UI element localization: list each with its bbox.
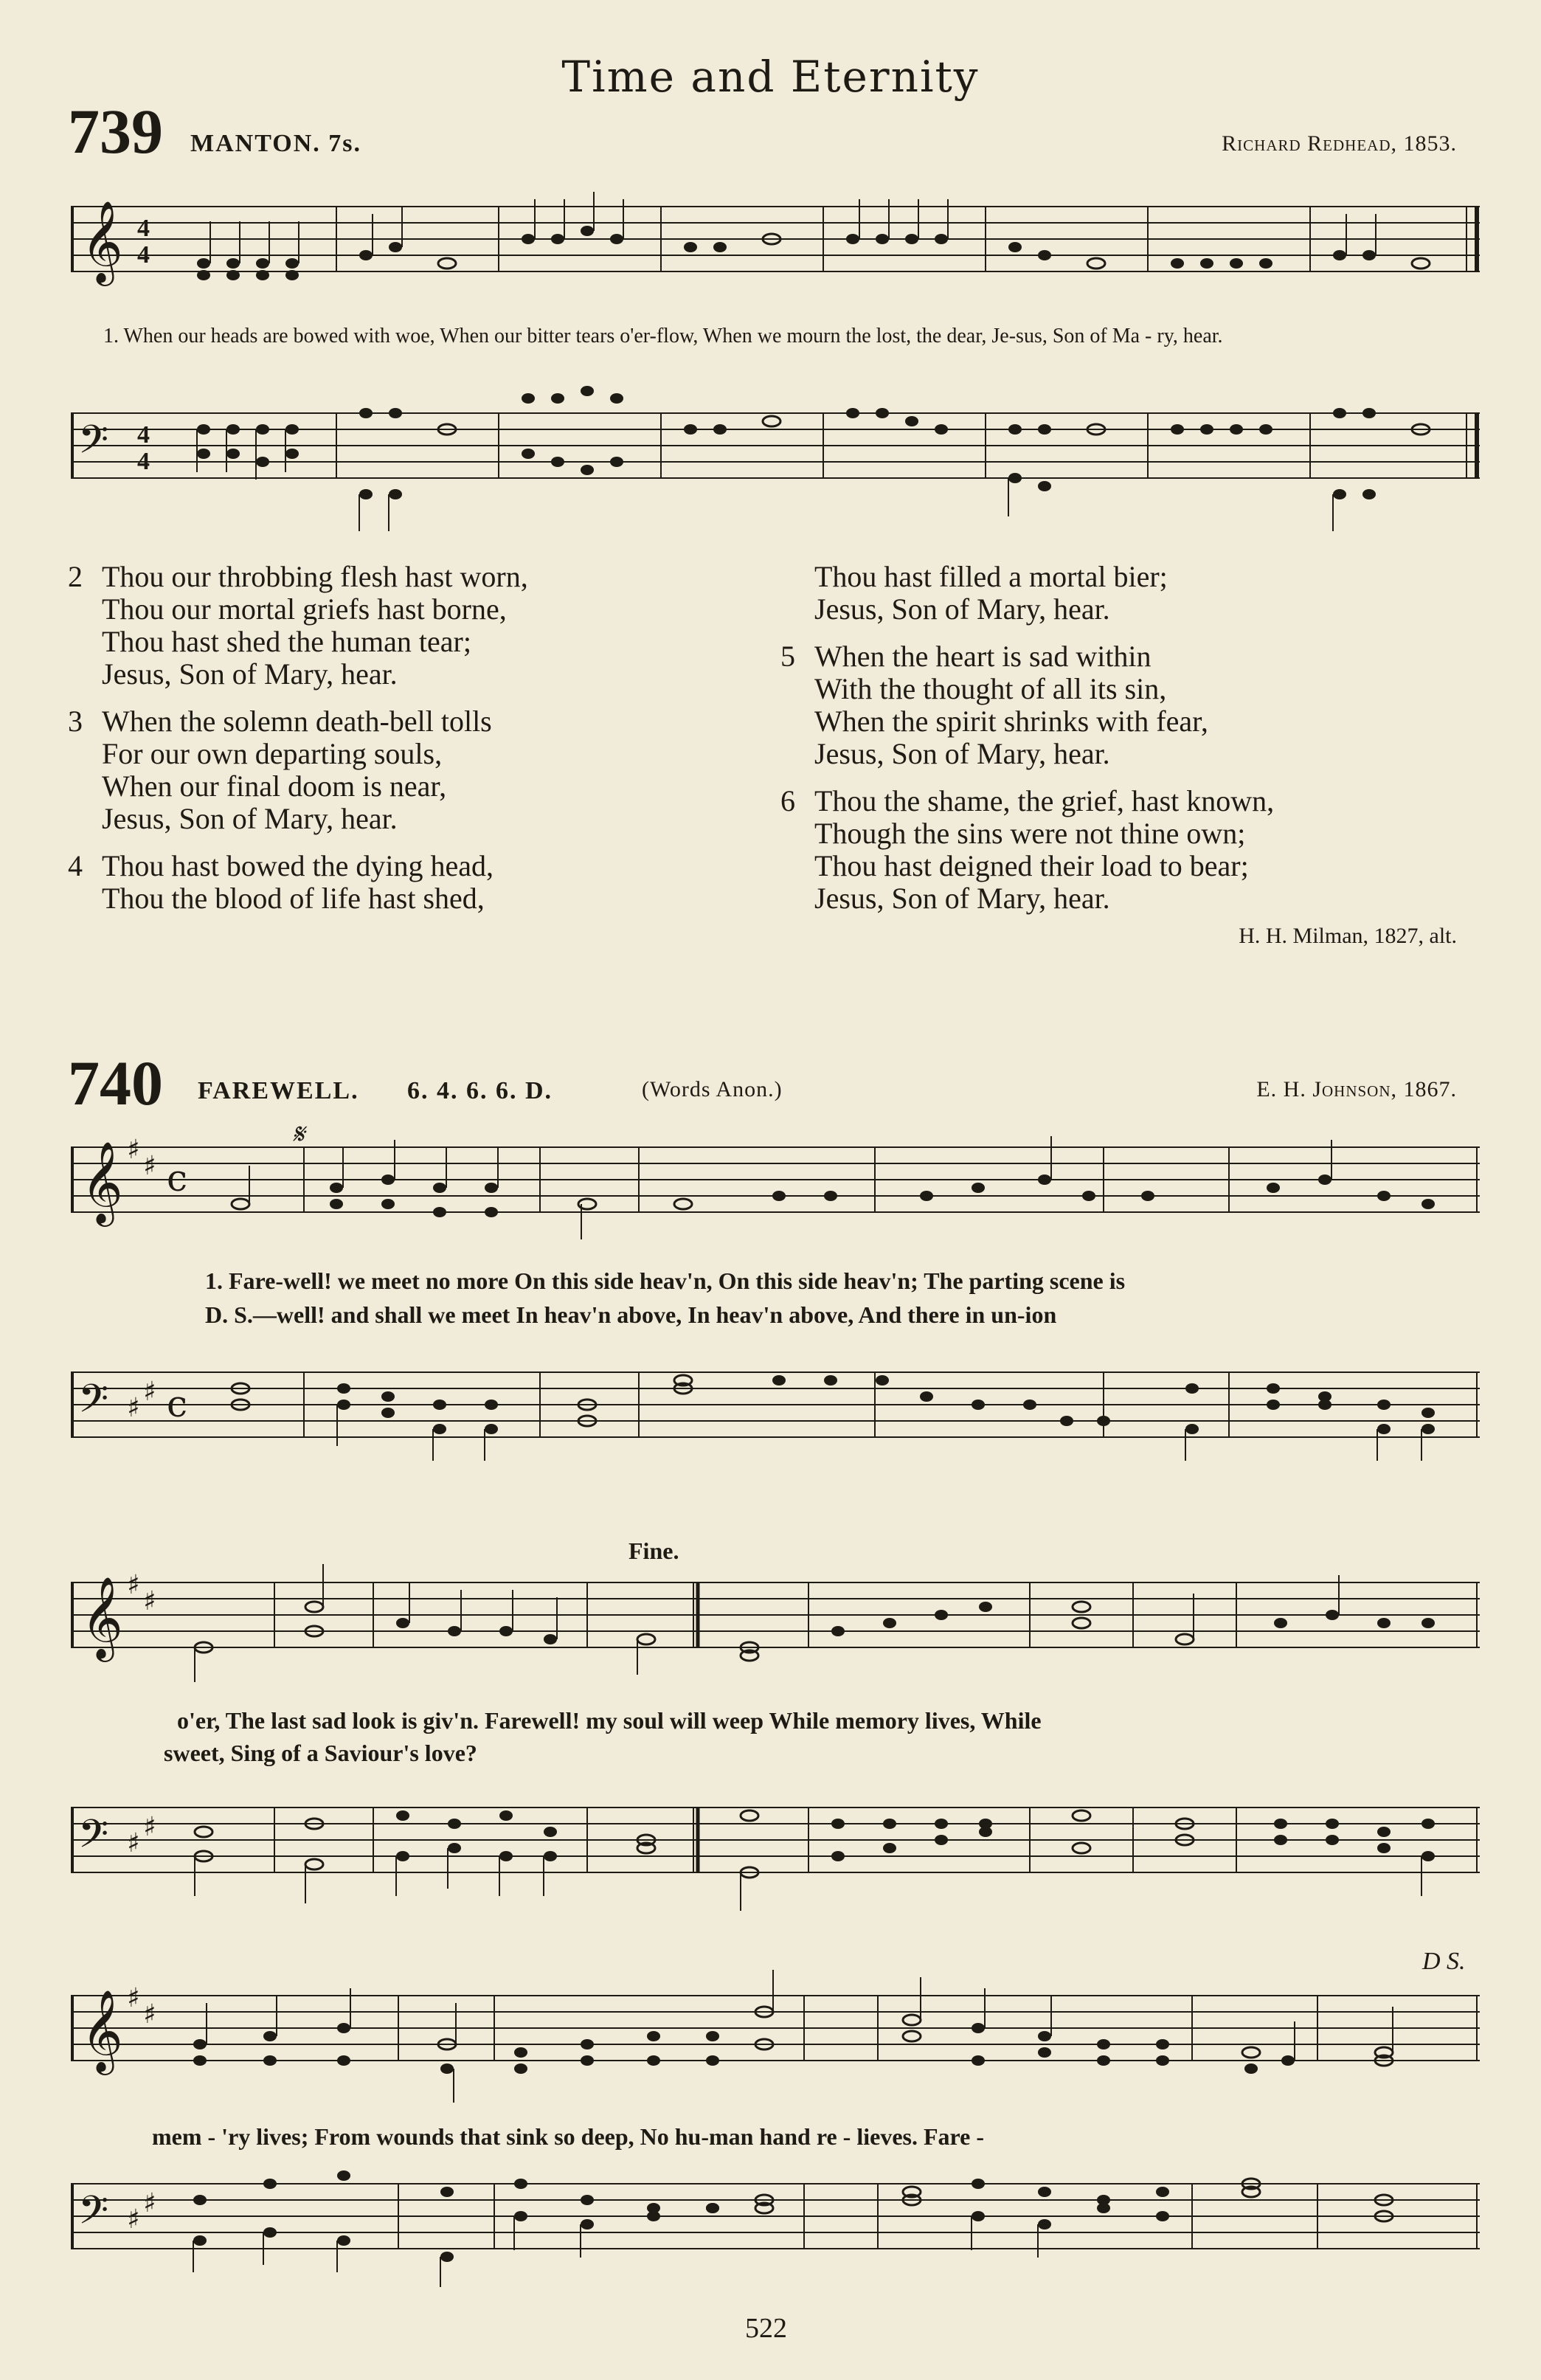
- svg-text:𝄞: 𝄞: [81, 1576, 123, 1658]
- verse-line: Thou hast deigned their load to bear;: [814, 849, 1249, 882]
- stanza-number: 2: [68, 560, 83, 593]
- stanza-2: [68, 561, 528, 691]
- svg-text:♯: ♯: [143, 1377, 156, 1407]
- stanza-number: 3: [68, 705, 83, 738]
- verse-line: Thou our throbbing flesh hast worn,: [102, 560, 528, 593]
- treble-staff-740-sys1: [71, 1114, 1487, 1247]
- svg-text:c: c: [167, 1157, 188, 1200]
- hymn-number-740: 740: [68, 1048, 163, 1118]
- svg-text:♯: ♯: [143, 2188, 156, 2218]
- treble-staff-740-sys2: [71, 1549, 1487, 1682]
- verse-line: Thou the shame, the grief, hast known,: [814, 784, 1275, 817]
- svg-text:4: 4: [137, 215, 150, 242]
- verse-line: With the thought of all its sin,: [814, 672, 1167, 705]
- lyric-740-sys2-line2: sweet, Sing of a Saviour's love?: [164, 1740, 477, 1766]
- composer-739: Richard Redhead, 1853.: [1222, 131, 1457, 156]
- words-attribution-740: (Words Anon.): [642, 1077, 783, 1101]
- svg-text:4: 4: [137, 421, 150, 449]
- composer-740: E. H. Johnson, 1867.: [1256, 1077, 1457, 1101]
- svg-text:𝄢: 𝄢: [78, 418, 109, 472]
- svg-text:♯: ♯: [127, 1983, 140, 2013]
- svg-text:♯: ♯: [127, 1393, 140, 1423]
- hymn-number-739: 739: [68, 96, 163, 167]
- verse-line: When the spirit shrinks with fear,: [814, 705, 1208, 738]
- verse-line: Thou our mortal griefs hast borne,: [102, 592, 507, 626]
- verse-line: Though the sins were not thine own;: [814, 817, 1246, 850]
- svg-text:♯: ♯: [127, 1828, 140, 1858]
- svg-text:♯: ♯: [127, 2204, 140, 2235]
- verse-line: Thou the blood of life hast shed,: [102, 882, 485, 915]
- verse-line: When the heart is sad within: [814, 640, 1152, 673]
- page-number: 522: [745, 2313, 787, 2344]
- lyric-740-sys1-line2: D. S.—well! and shall we meet In heav'n above, In heav'n above, And there in un-ion: [205, 1301, 1057, 1328]
- svg-text:𝄋: 𝄋: [292, 1118, 305, 1150]
- tune-name-740: FAREWELL.: [198, 1077, 359, 1104]
- lyric-740-sys1-line1: 1. Fare-well! we meet no more On this side heav'n, On this side heav'n; The parting scene is: [205, 1267, 1126, 1294]
- lyric-740-sys2-line1: o'er, The last sad look is giv'n. Farewell! my soul will weep While memory lives, While: [177, 1707, 1042, 1734]
- svg-text:♯: ♯: [143, 1151, 156, 1181]
- stanza-6: [780, 785, 1274, 915]
- stanza-5: [780, 640, 1274, 770]
- verse-line: Thou hast bowed the dying head,: [102, 849, 494, 882]
- stanzas-left-739: [68, 561, 528, 930]
- stanza-number: 6: [780, 784, 795, 817]
- svg-text:♯: ♯: [143, 1999, 156, 2030]
- bass-staff-740-sys3: [71, 2162, 1487, 2294]
- ds-marking: D S.: [1422, 1948, 1466, 1975]
- svg-text:♯: ♯: [127, 1570, 140, 1600]
- stanza-4: [68, 850, 528, 915]
- svg-text:c: c: [167, 1383, 188, 1425]
- svg-text:4: 4: [137, 448, 150, 475]
- treble-staff-740-sys3: [71, 1962, 1487, 2103]
- bass-staff-740-sys1: [71, 1350, 1487, 1483]
- verse-line: Jesus, Son of Mary, hear.: [814, 737, 1110, 770]
- verse-line: When the solemn death-bell tolls: [102, 705, 492, 738]
- stanza-number: 5: [780, 640, 795, 673]
- lyric-line-739: 1. When our heads are bowed with woe, When our bitter tears o'er-flow, When we mourn the lost, the dear, Je-sus, Son of Ma - ry, hear.: [103, 325, 1223, 347]
- svg-text:𝄢: 𝄢: [78, 2188, 109, 2243]
- verse-line: When our final doom is near,: [102, 769, 447, 803]
- author-739: H. H. Milman, 1827, alt.: [1239, 924, 1457, 948]
- stanza-3: [68, 705, 528, 835]
- fine-marking: Fine.: [628, 1537, 679, 1564]
- bass-staff-740-sys2: [71, 1785, 1487, 1918]
- svg-text:𝄢: 𝄢: [78, 1812, 109, 1867]
- stanza-number: 4: [68, 849, 83, 882]
- lyric-740-sys3-line1: mem - 'ry lives; From wounds that sink so deep, No hu-man hand re - lieves. Fare -: [152, 2123, 984, 2150]
- verse-line: For our own departing souls,: [102, 737, 443, 770]
- verse-line: Jesus, Son of Mary, hear.: [102, 657, 398, 691]
- svg-text:𝄞: 𝄞: [81, 1989, 123, 2072]
- svg-text:♯: ♯: [143, 1812, 156, 1842]
- verse-line: Jesus, Son of Mary, hear.: [102, 802, 398, 835]
- verse-line: Thou hast filled a mortal bier;: [814, 560, 1168, 593]
- svg-text:♯: ♯: [127, 1135, 140, 1165]
- stanza-4-cont: [780, 561, 1274, 626]
- svg-text:♯: ♯: [143, 1586, 156, 1616]
- page-header: Time and Eternity: [561, 52, 980, 102]
- verse-line: Thou hast shed the human tear;: [102, 625, 471, 658]
- svg-text:𝄞: 𝄞: [81, 200, 123, 283]
- treble-staff-739: [71, 192, 1487, 310]
- verse-line: Jesus, Son of Mary, hear.: [814, 882, 1110, 915]
- svg-text:𝄞: 𝄞: [81, 1141, 123, 1223]
- bass-staff-739: [71, 398, 1487, 546]
- tune-name-739: MANTON. 7s.: [190, 130, 361, 157]
- meter-740: 6. 4. 6. 6. D.: [407, 1077, 553, 1104]
- stanzas-right-739: [780, 561, 1274, 930]
- svg-text:4: 4: [137, 241, 150, 269]
- verse-line: Jesus, Son of Mary, hear.: [814, 592, 1110, 626]
- svg-text:𝄢: 𝄢: [78, 1377, 109, 1431]
